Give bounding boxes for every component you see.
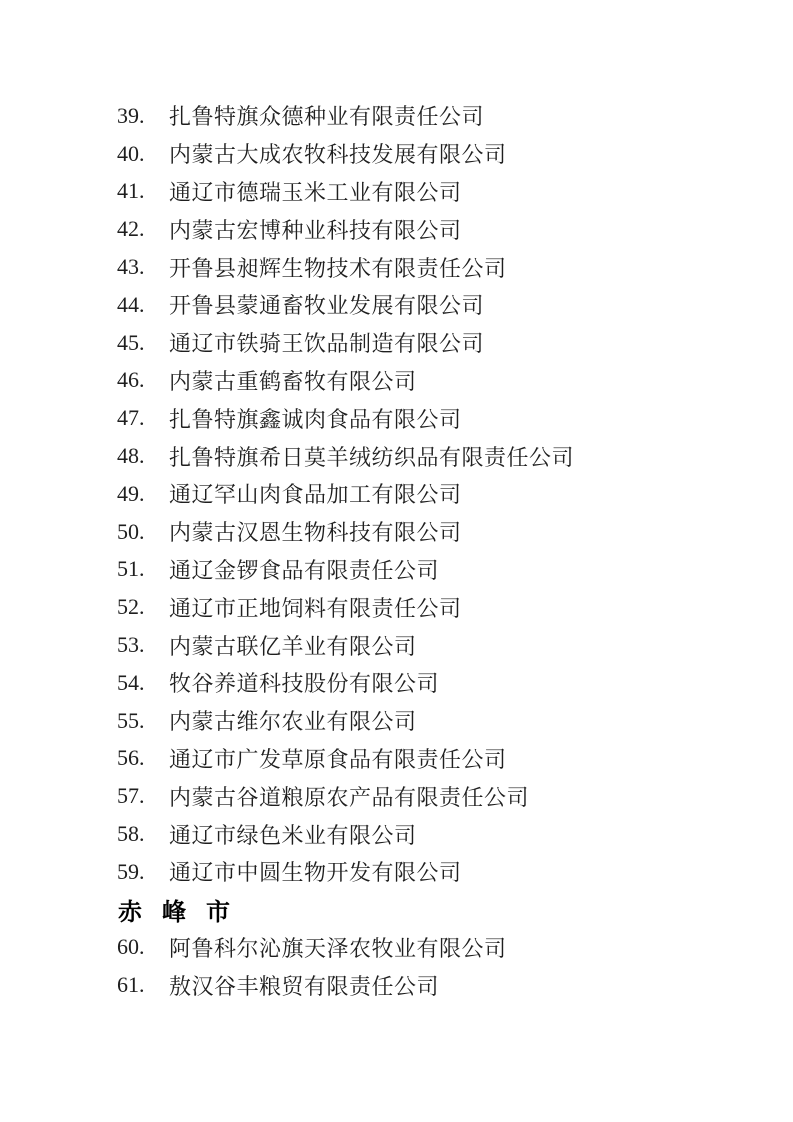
company-name: 通辽罕山肉食品加工有限公司 bbox=[169, 482, 462, 508]
list-item bbox=[0, 437, 793, 475]
item-number: 59. bbox=[117, 858, 145, 884]
list-item bbox=[0, 664, 793, 702]
company-name: 敖汉谷丰粮贸有限责任公司 bbox=[169, 973, 440, 999]
item-number: 44. bbox=[117, 291, 145, 317]
company-name: 通辽市铁骑王饮品制造有限公司 bbox=[169, 331, 485, 357]
company-name: 开鲁县蒙通畜牧业发展有限公司 bbox=[169, 293, 485, 319]
item-number: 46. bbox=[117, 367, 145, 393]
item-number: 54. bbox=[117, 669, 145, 695]
list-item bbox=[0, 210, 793, 248]
list-item bbox=[0, 853, 793, 891]
list-item bbox=[0, 97, 793, 135]
item-number: 42. bbox=[117, 216, 145, 242]
list-item bbox=[0, 966, 793, 1004]
item-number: 40. bbox=[117, 140, 145, 166]
list-item bbox=[0, 286, 793, 324]
list-item bbox=[0, 324, 793, 362]
item-number: 56. bbox=[117, 745, 145, 771]
company-name: 通辽市广发草原食品有限责任公司 bbox=[169, 746, 507, 772]
section-heading-row bbox=[0, 891, 793, 929]
item-number: 47. bbox=[117, 405, 145, 431]
item-number: 50. bbox=[117, 518, 145, 544]
company-list bbox=[0, 97, 793, 1004]
list-item bbox=[0, 626, 793, 664]
list-item bbox=[0, 399, 793, 437]
company-name: 内蒙古大成农牧科技发展有限公司 bbox=[169, 142, 507, 168]
item-number: 53. bbox=[117, 632, 145, 658]
item-number: 51. bbox=[117, 556, 145, 582]
company-name: 开鲁县昶辉生物技术有限责任公司 bbox=[169, 255, 507, 281]
company-name: 内蒙古联亿羊业有限公司 bbox=[169, 633, 417, 659]
list-item bbox=[0, 588, 793, 626]
company-name: 通辽市中圆生物开发有限公司 bbox=[169, 860, 462, 886]
company-name: 通辽金锣食品有限责任公司 bbox=[169, 557, 440, 583]
item-number: 48. bbox=[117, 443, 145, 469]
company-name: 扎鲁特旗鑫诚肉食品有限公司 bbox=[169, 406, 462, 432]
company-name: 扎鲁特旗希日莫羊绒纺织品有限责任公司 bbox=[169, 444, 575, 470]
company-name: 通辽市绿色米业有限公司 bbox=[169, 822, 417, 848]
company-name: 通辽市正地饲料有限责任公司 bbox=[169, 595, 462, 621]
company-name: 牧谷养道科技股份有限公司 bbox=[169, 671, 440, 697]
item-number: 58. bbox=[117, 821, 145, 847]
list-item bbox=[0, 248, 793, 286]
item-number: 55. bbox=[117, 707, 145, 733]
list-item bbox=[0, 475, 793, 513]
item-number: 43. bbox=[117, 254, 145, 280]
list-item bbox=[0, 173, 793, 211]
item-number: 52. bbox=[117, 594, 145, 620]
item-number: 39. bbox=[117, 102, 145, 128]
list-item bbox=[0, 702, 793, 740]
item-number: 41. bbox=[117, 178, 145, 204]
list-item bbox=[0, 551, 793, 589]
list-item bbox=[0, 777, 793, 815]
list-item bbox=[0, 929, 793, 967]
item-number: 61. bbox=[117, 972, 145, 998]
list-item bbox=[0, 135, 793, 173]
company-name: 内蒙古谷道粮原农产品有限责任公司 bbox=[169, 784, 530, 810]
item-number: 57. bbox=[117, 783, 145, 809]
company-name: 内蒙古维尔农业有限公司 bbox=[169, 709, 417, 735]
company-name: 扎鲁特旗众德种业有限责任公司 bbox=[169, 104, 485, 130]
company-name: 通辽市德瑞玉米工业有限公司 bbox=[169, 179, 462, 205]
company-name: 内蒙古汉恩生物科技有限公司 bbox=[169, 520, 462, 546]
item-number: 60. bbox=[117, 934, 145, 960]
list-item bbox=[0, 362, 793, 400]
company-name: 内蒙古宏博种业科技有限公司 bbox=[169, 217, 462, 243]
list-item bbox=[0, 740, 793, 778]
company-name: 内蒙古重鹤畜牧有限公司 bbox=[169, 368, 417, 394]
item-number: 49. bbox=[117, 480, 145, 506]
list-item bbox=[0, 513, 793, 551]
list-item bbox=[0, 815, 793, 853]
item-number: 45. bbox=[117, 329, 145, 355]
section-heading: 赤峰市 bbox=[118, 899, 250, 927]
company-name: 阿鲁科尔沁旗天泽农牧业有限公司 bbox=[169, 935, 507, 961]
